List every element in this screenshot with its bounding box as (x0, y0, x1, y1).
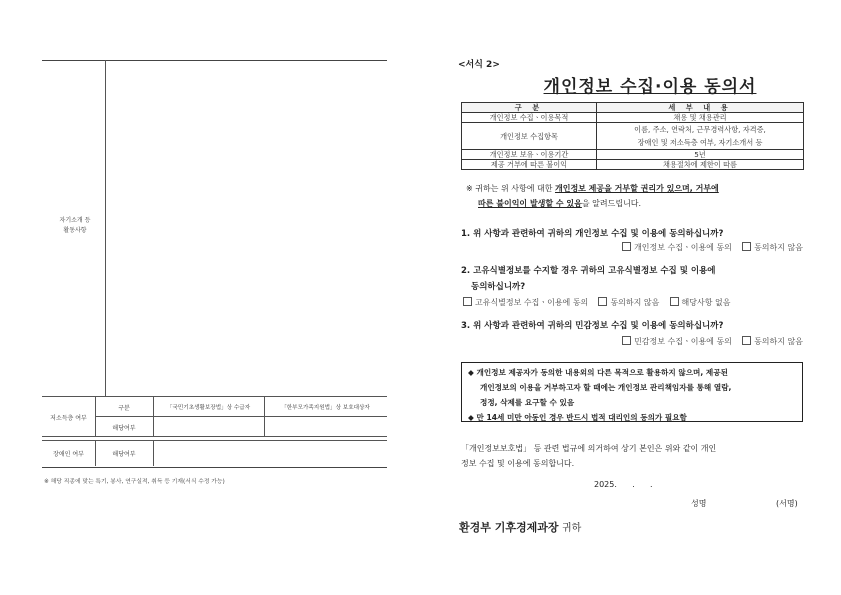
q1-disagree-label: 동의하지 않음 (754, 243, 803, 252)
table-header-category: 구 분 (462, 103, 597, 113)
q2-na-checkbox[interactable] (670, 297, 679, 306)
q3-agree-label: 민감정보 수집ㆍ이용에 동의 (634, 337, 732, 346)
consent-statement-line-2: 정보 수집 및 이용에 동의합니다. (461, 459, 575, 468)
consent-statement (461, 441, 806, 471)
table-cell: 채용 및 채용관리 (597, 113, 804, 123)
q3-agree-checkbox[interactable] (622, 336, 631, 345)
q1-options (566, 242, 803, 253)
refusal-notice-bold-1: 개인정보 제공을 거부할 권리가 있으며, 거부에 (554, 184, 719, 193)
addressee (459, 519, 581, 535)
activity-input[interactable] (106, 61, 387, 395)
q1-agree-label: 개인정보 수집ㆍ이용에 동의 (634, 243, 732, 252)
notice-box-line: 정정, 삭제를 요구할 수 있음 (480, 398, 575, 407)
table-row (462, 160, 804, 170)
income-bottom-line (42, 436, 387, 437)
consent-table (461, 102, 804, 170)
table-header-detail: 세 부 내 용 (597, 103, 804, 113)
addressee-suffix: 귀하 (561, 523, 582, 534)
signature-label: (서명) (776, 499, 798, 508)
disability-applicable-label: 해당여부 (112, 451, 136, 458)
disability-label: 장애인 여부 (53, 451, 84, 458)
left-footnote: ※ 해당 직종에 맞는 특기, 봉사, 연구실적, 취득 등 기재(서식 수정 가능) (44, 479, 225, 485)
activity-label: 자기소개 등 활동사항 (59, 217, 91, 234)
table-cell: 이름, 주소, 연락처, 근무경력사항, 자격증, 장애인 및 저소득층 여부, 자기소개서 등 (597, 123, 804, 150)
single-parent-header: 「한부모가족지원법」상 보호대상자 (281, 405, 370, 411)
page-title: 개인정보 수집·이용 동의서 (543, 77, 757, 97)
name-input[interactable] (712, 496, 772, 510)
notice-box (461, 362, 803, 422)
table-cell: 개인정보 수집ㆍ이용목적 (462, 113, 597, 123)
table-row (462, 113, 804, 123)
refusal-notice-post: 을 알려드립니다. (581, 199, 642, 208)
income-applicable-label: 해당여부 (112, 425, 136, 432)
table-cell: 제공 거부에 따른 불이익 (462, 160, 597, 170)
question-2-line-2: 동의하십니까? (471, 282, 526, 292)
single-parent-input[interactable] (265, 417, 386, 435)
q2-disagree-checkbox[interactable] (598, 297, 607, 306)
basic-living-header: 「국민기초생활보장법」상 수급자 (166, 405, 251, 411)
q2-agree-checkbox[interactable] (463, 297, 472, 306)
refusal-notice-bold-2: 따른 불이익이 발생할 수 있음 (478, 199, 582, 208)
basic-living-input[interactable] (154, 417, 263, 435)
q1-agree-checkbox[interactable] (622, 242, 631, 251)
question-2-line-1: 2. 고유식별정보를 수지할 경우 귀하의 고유식별정보 수집 및 이용에 (461, 266, 716, 276)
q2-na-label: 해당사항 없음 (681, 298, 731, 307)
table-cell: 개인정보 보유ㆍ이용기간 (462, 150, 597, 160)
table-header-row (462, 103, 804, 113)
table-row (462, 123, 804, 150)
q3-options (566, 336, 803, 347)
income-top-line (42, 396, 387, 397)
table-cell: 5년 (597, 150, 804, 160)
q2-options (463, 297, 803, 308)
refusal-notice-pre: ※ 귀하는 위 사항에 대한 (466, 184, 555, 193)
name-label: 성명 (691, 499, 707, 508)
notice-box-line: 개인정보의 이용을 거부하고자 할 때에는 개인정보 관리책임자를 통해 열람, (480, 383, 732, 392)
form-number: <서식 2> (458, 60, 500, 70)
q3-disagree-checkbox[interactable] (742, 336, 751, 345)
notice-box-line: ◆ 만 14세 미만 아동인 경우 반드시 법적 대리인의 동의가 필요함 (468, 413, 687, 422)
question-3: 3. 위 사항과 관련하여 귀하의 민감정보 수집 및 이용에 동의하십니까? (461, 321, 724, 331)
date-field[interactable]: 2025. . . (594, 480, 653, 489)
question-1: 1. 위 사항과 관련하여 귀하의 개인정보 수집 및 이용에 동의하십니까? (461, 229, 724, 239)
income-col-header: 구분 (118, 405, 130, 412)
disability-input[interactable] (154, 441, 386, 465)
q3-disagree-label: 동의하지 않음 (754, 337, 803, 346)
table-cell: 채용절차에 제한이 따름 (597, 160, 804, 170)
table-cell: 개인정보 수집항목 (462, 123, 597, 150)
refusal-notice (466, 181, 806, 211)
q2-agree-label: 고유식별정보 수집ㆍ이용에 동의 (475, 298, 589, 307)
notice-box-line: ◆ 개인정보 제공자가 동의한 내용외의 다른 목적으로 활용하지 않으며, 제공된 (468, 368, 728, 377)
table-row (462, 150, 804, 160)
income-label: 저소득층 여부 (50, 415, 87, 422)
q1-disagree-checkbox[interactable] (742, 242, 751, 251)
addressee-org: 환경부 기후경제과장 (459, 521, 559, 534)
q2-disagree-label: 동의하지 않음 (610, 298, 660, 307)
consent-statement-line-1: 「개인정보보호법」 등 관련 법규에 의거하여 상기 본인은 위와 같이 개인 (461, 444, 717, 453)
